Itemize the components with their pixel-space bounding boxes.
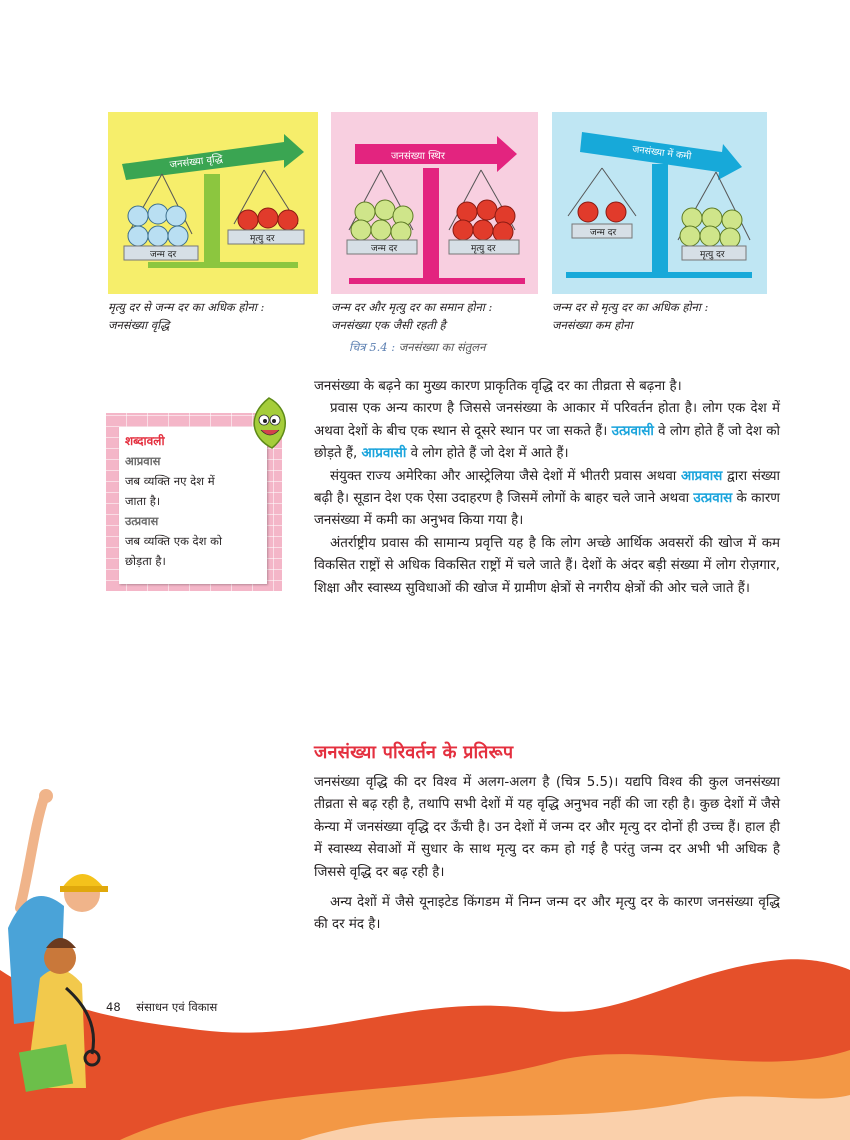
paragraph: [314, 398, 780, 465]
glossary-definition: जाता है।: [125, 494, 161, 508]
arrow-label: जनसंख्या स्थिर: [391, 151, 445, 162]
paragraph: अंतर्राष्ट्रीय प्रवास की सामान्य प्रवृत्ति यह है कि लोग अच्छे आर्थिक अवसरों की खोज में कम विकसित राष्ट्रों से अधिक विकसित राष्ट्रों में चले जाते हैं। देशों के अंदर बड़ी संख्या में लोग रोज़गार, शिक्षा और स्वास्थ्य सुविधाओं की खोज में ग्रामीण क्षेत्रों से नगरीय क्षेत्रों की ओर चले जाते हैं।: [314, 535, 780, 596]
section-heading: जनसंख्या परिवर्तन के प्रतिरूप: [314, 742, 514, 763]
paragraph: जनसंख्या के बढ़ने का मुख्य कारण प्राकृतिक वृद्धि दर का तीव्रता से बढ़ना है।: [314, 379, 682, 394]
text-run: संयुक्त राज्य अमेरिका और आस्ट्रेलिया जैसे देशों में भीतरी प्रवास अथवा: [330, 468, 677, 484]
book-title: संसाधन एवं विकास: [136, 1000, 218, 1014]
health-worker-illustration-icon: [0, 788, 130, 1108]
keyword-emigrant: उत्प्रवासी: [611, 423, 654, 439]
caption-line: जनसंख्या कम होना: [552, 318, 633, 332]
keyword-emigration: उत्प्रवास: [693, 491, 733, 507]
text-run: प्रवास एक अन्य कारण है जिससे जनसंख्या के आकार में परिवर्तन होता है। लोग एक देश में अथवा देशों के बीच एक स्थान से दूसरे स्थान पर जा सकते हैं।: [314, 401, 780, 439]
arrow-label: जनसंख्या वृद्धि: [169, 153, 224, 171]
arrow-label: जनसंख्या में कमी: [631, 144, 692, 163]
left-pan-label: जन्म दर: [371, 244, 398, 254]
right-pan-label: मृत्यु दर: [250, 234, 275, 244]
page-footer: [106, 1000, 217, 1015]
figure-caption-growth: [108, 298, 328, 334]
keyword-immigrant: आप्रवासी: [361, 446, 407, 462]
caption-line: जन्म दर और मृत्यु दर का समान होना :: [331, 300, 493, 314]
right-pan-label: मृत्यु दर: [471, 244, 496, 254]
text-run: द्वारा संख्या बढ़ी है। सूडान देश एक ऐसा उदाहरण है जिसमें लोगों के बाहर चले जाने अथवा: [314, 468, 780, 507]
glossary-term: उत्प्रवास: [125, 514, 159, 528]
glossary-definition: जब व्यक्ति नए देश में: [125, 474, 215, 488]
figure-number: चित्र 5.4 :: [349, 340, 396, 354]
figure-title: [349, 340, 485, 355]
caption-line: जन्म दर से मृत्यु दर का अधिक होना :: [552, 300, 709, 314]
body-text-section-2: [314, 772, 780, 937]
glossary-term: आप्रवास: [125, 454, 161, 468]
leaf-mascot-icon: [244, 396, 294, 452]
paragraph: जनसंख्या वृद्धि की दर विश्व में अलग-अलग है (चित्र 5.5)। यद्यपि विश्व की कुल जनसंख्या तीव्रता से बढ़ रही है, तथापि सभी देशों में यह वृद्धि अनुभव नहीं की जा रही है। कुछ देशों में जैसे केन्या में जनसंख्या वृद्धि दर ऊँची है। उन देशों में जन्म दर और मृत्यु दर दोनों ही उच्च हैं। हाल ही में स्वास्थ्य सेवाओं में सुधार के साथ मृत्यु दर कम हो गई है परंतु जन्म दर अभी भी अधिक है जिससे वृद्धि दर बढ़ रही है।: [314, 775, 780, 880]
page-number: 48: [106, 1000, 121, 1014]
figure-caption-stable: [331, 298, 551, 334]
figure-panel-stable: [331, 112, 538, 294]
glossary-definition: जब व्यक्ति एक देश को: [125, 534, 222, 548]
text-run: के कारण जनसंख्या में कमी का अनुभव किया गया है।: [314, 491, 780, 529]
text-run: वे लोग होते हैं जो देश को छोड़ते हैं,: [314, 423, 781, 462]
glossary-heading: शब्दावली: [125, 434, 165, 448]
paragraph: [314, 466, 780, 533]
caption-line: जनसंख्या एक जैसी रहती है: [331, 318, 446, 332]
right-pan-label: मृत्यु दर: [700, 250, 725, 260]
caption-line: जनसंख्या वृद्धि: [108, 318, 170, 332]
left-pan-label: जन्म दर: [590, 228, 617, 238]
figure-title-text: जनसंख्या का संतुलन: [398, 340, 486, 354]
figure-panel-decline: [552, 112, 767, 294]
figure-caption-decline: [552, 298, 772, 334]
left-pan-label: जन्म दर: [150, 250, 177, 260]
keyword-immigration: आप्रवास: [681, 468, 723, 484]
caption-line: मृत्यु दर से जन्म दर का अधिक होना :: [108, 300, 265, 314]
paragraph: अन्य देशों में जैसे यूनाइटेड किंगडम में निम्न जन्म दर और मृत्यु दर के कारण जनसंख्या वृद्धि की दर मंद है।: [314, 895, 780, 933]
glossary-definition: छोड़ता है।: [125, 554, 166, 568]
figure-panel-growth: [108, 112, 318, 294]
body-text-section-1: [314, 376, 780, 600]
text-run: वे लोग होते हैं जो देश में आते हैं।: [410, 446, 569, 462]
